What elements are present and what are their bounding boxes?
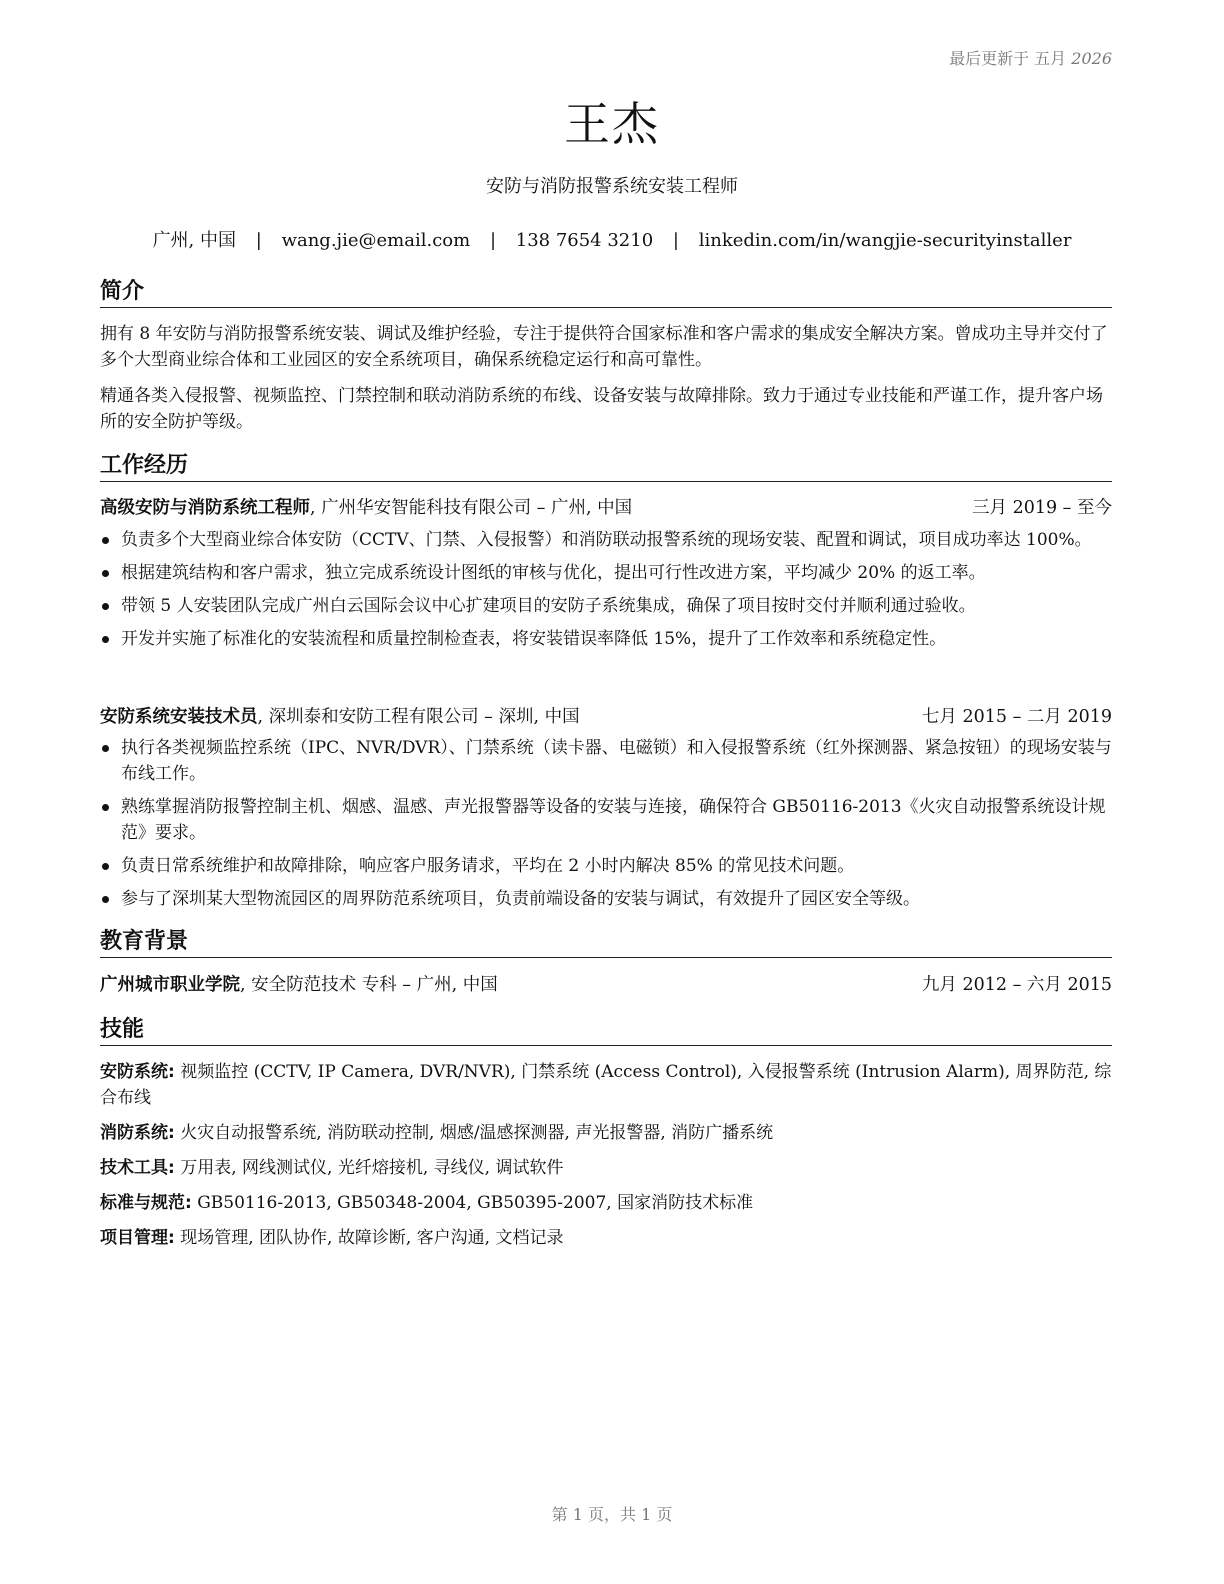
job-dates: 三月 2019 – 至今 [972,498,1112,518]
section-title-summary: 简介 [100,278,1112,308]
last-updated [949,46,1112,69]
section-title-education: 教育背景 [100,928,1112,958]
job-title-line [100,705,580,729]
education-dates: 九月 2012 – 六月 2015 [921,975,1112,995]
skill-row [100,1155,1112,1181]
job-role: 安防系统安装技术员 [100,707,258,727]
list-item: 参与了深圳某大型物流园区的周界防范系统项目，负责前端设备的安装与调试，有效提升了园区安全等级。 [100,886,1112,912]
summary-paragraph-2: 精通各类入侵报警、视频监控、门禁控制和联动消防系统的布线、设备安装与故障排除。致力于通过专业技能和严谨工作，提升客户场所的安全防护等级。 [100,386,1103,432]
skill-value: GB50116-2013, GB50348-2004, GB50395-2007, 国家消防技术标准 [191,1193,754,1213]
job-role: 高级安防与消防系统工程师 [100,498,310,518]
list-item: 带领 5 人安装团队完成广州白云国际会议中心扩建项目的安防子系统集成，确保了项目按时交付并顺利通过验收。 [100,593,1112,619]
education-line [100,973,498,997]
skill-row [100,1225,1112,1251]
candidate-headline: 安防与消防报警系统安装工程师 [486,176,738,197]
list-item: 负责日常系统维护和故障排除，响应客户服务请求，平均在 2 小时内解决 85% 的常见技术问题。 [100,853,1112,879]
contact-separator: | [489,230,497,251]
last-updated-label: 最后更新于 五月 [949,49,1067,68]
education-detail: , 安全防范技术 专科 – 广州, 中国 [240,975,498,995]
job-header [100,496,1112,520]
contact-location: 广州, 中国 [152,230,237,251]
list-item: 熟练掌握消防报警控制主机、烟感、温感、声光报警器等设备的安装与连接，确保符合 GB50116-2013《火灾自动报警系统设计规范》要求。 [100,794,1112,846]
list-item: 根据建筑结构和客户需求，独立完成系统设计图纸的审核与优化，提出可行性改进方案，平均减少 20% 的返工率。 [100,560,1112,586]
job-org: , 广州华安智能科技有限公司 – 广州, 中国 [310,498,633,518]
job-bullets [100,527,1112,659]
skill-label: 项目管理: [100,1228,175,1248]
section-title-experience: 工作经历 [100,452,1112,482]
skill-value: 火灾自动报警系统, 消防联动控制, 烟感/温感探测器, 声光报警器, 消防广播系统 [174,1123,774,1143]
list-item: 开发并实施了标准化的安装流程和质量控制检查表，将安装错误率降低 15%，提升了工作效率和系统稳定性。 [100,626,1112,652]
skill-value: 万用表, 网线测试仪, 光纤熔接机, 寻线仪, 调试软件 [174,1158,564,1178]
job-header [100,705,1112,729]
summary-paragraph-1: 拥有 8 年安防与消防报警系统安装、调试及维护经验，专注于提供符合国家标准和客户需求的集成安全解决方案。曾成功主导并交付了多个大型商业综合体和工业园区的安全系统项目，确保系统稳定运行和高可靠性。 [100,324,1108,370]
contact-separator: | [672,230,679,251]
skill-value: 视频监控 (CCTV, IP Camera, DVR/NVR), 门禁系统 (Access Control), 入侵报警系统 (Intrusion Alarm), 周界防范, 综合布线 [100,1062,1112,1108]
contact-line [0,226,1224,252]
skill-row [100,1190,1112,1216]
job-title-line [100,496,632,520]
contact-linkedin[interactable]: linkedin.com/in/wangjie-securityinstaller [698,230,1072,251]
section-title-skills: 技能 [100,1016,1112,1046]
skill-row [100,1059,1112,1111]
education-school: 广州城市职业学院 [100,975,240,995]
skill-label: 标准与规范: [100,1193,192,1213]
contact-email[interactable]: wang.jie@email.com [281,230,471,251]
contact-phone: 138 7654 3210 [515,230,654,251]
skill-label: 技术工具: [100,1158,175,1178]
skill-value: 现场管理, 团队协作, 故障诊断, 客户沟通, 文档记录 [174,1228,564,1248]
skill-label: 安防系统: [100,1062,175,1082]
list-item: 执行各类视频监控系统（IPC、NVR/DVR）、门禁系统（读卡器、电磁锁）和入侵报警系统（红外探测器、紧急按钮）的现场安装与布线工作。 [100,735,1112,787]
contact-separator: | [255,230,262,251]
job-dates: 七月 2015 – 二月 2019 [921,707,1112,727]
last-updated-year: 2026 [1071,49,1112,68]
skill-label: 消防系统: [100,1123,175,1143]
list-item: 负责多个大型商业综合体安防（CCTV、门禁、入侵报警）和消防联动报警系统的现场安装、配置和调试，项目成功率达 100%。 [100,527,1112,553]
job-bullets [100,735,1112,919]
education-entry [100,973,1112,997]
job-org: , 深圳泰和安防工程有限公司 – 深圳, 中国 [257,707,580,727]
candidate-name: 王杰 [564,97,660,151]
page-number: 第 1 页，共 1 页 [551,1505,673,1524]
skill-row [100,1120,1112,1146]
